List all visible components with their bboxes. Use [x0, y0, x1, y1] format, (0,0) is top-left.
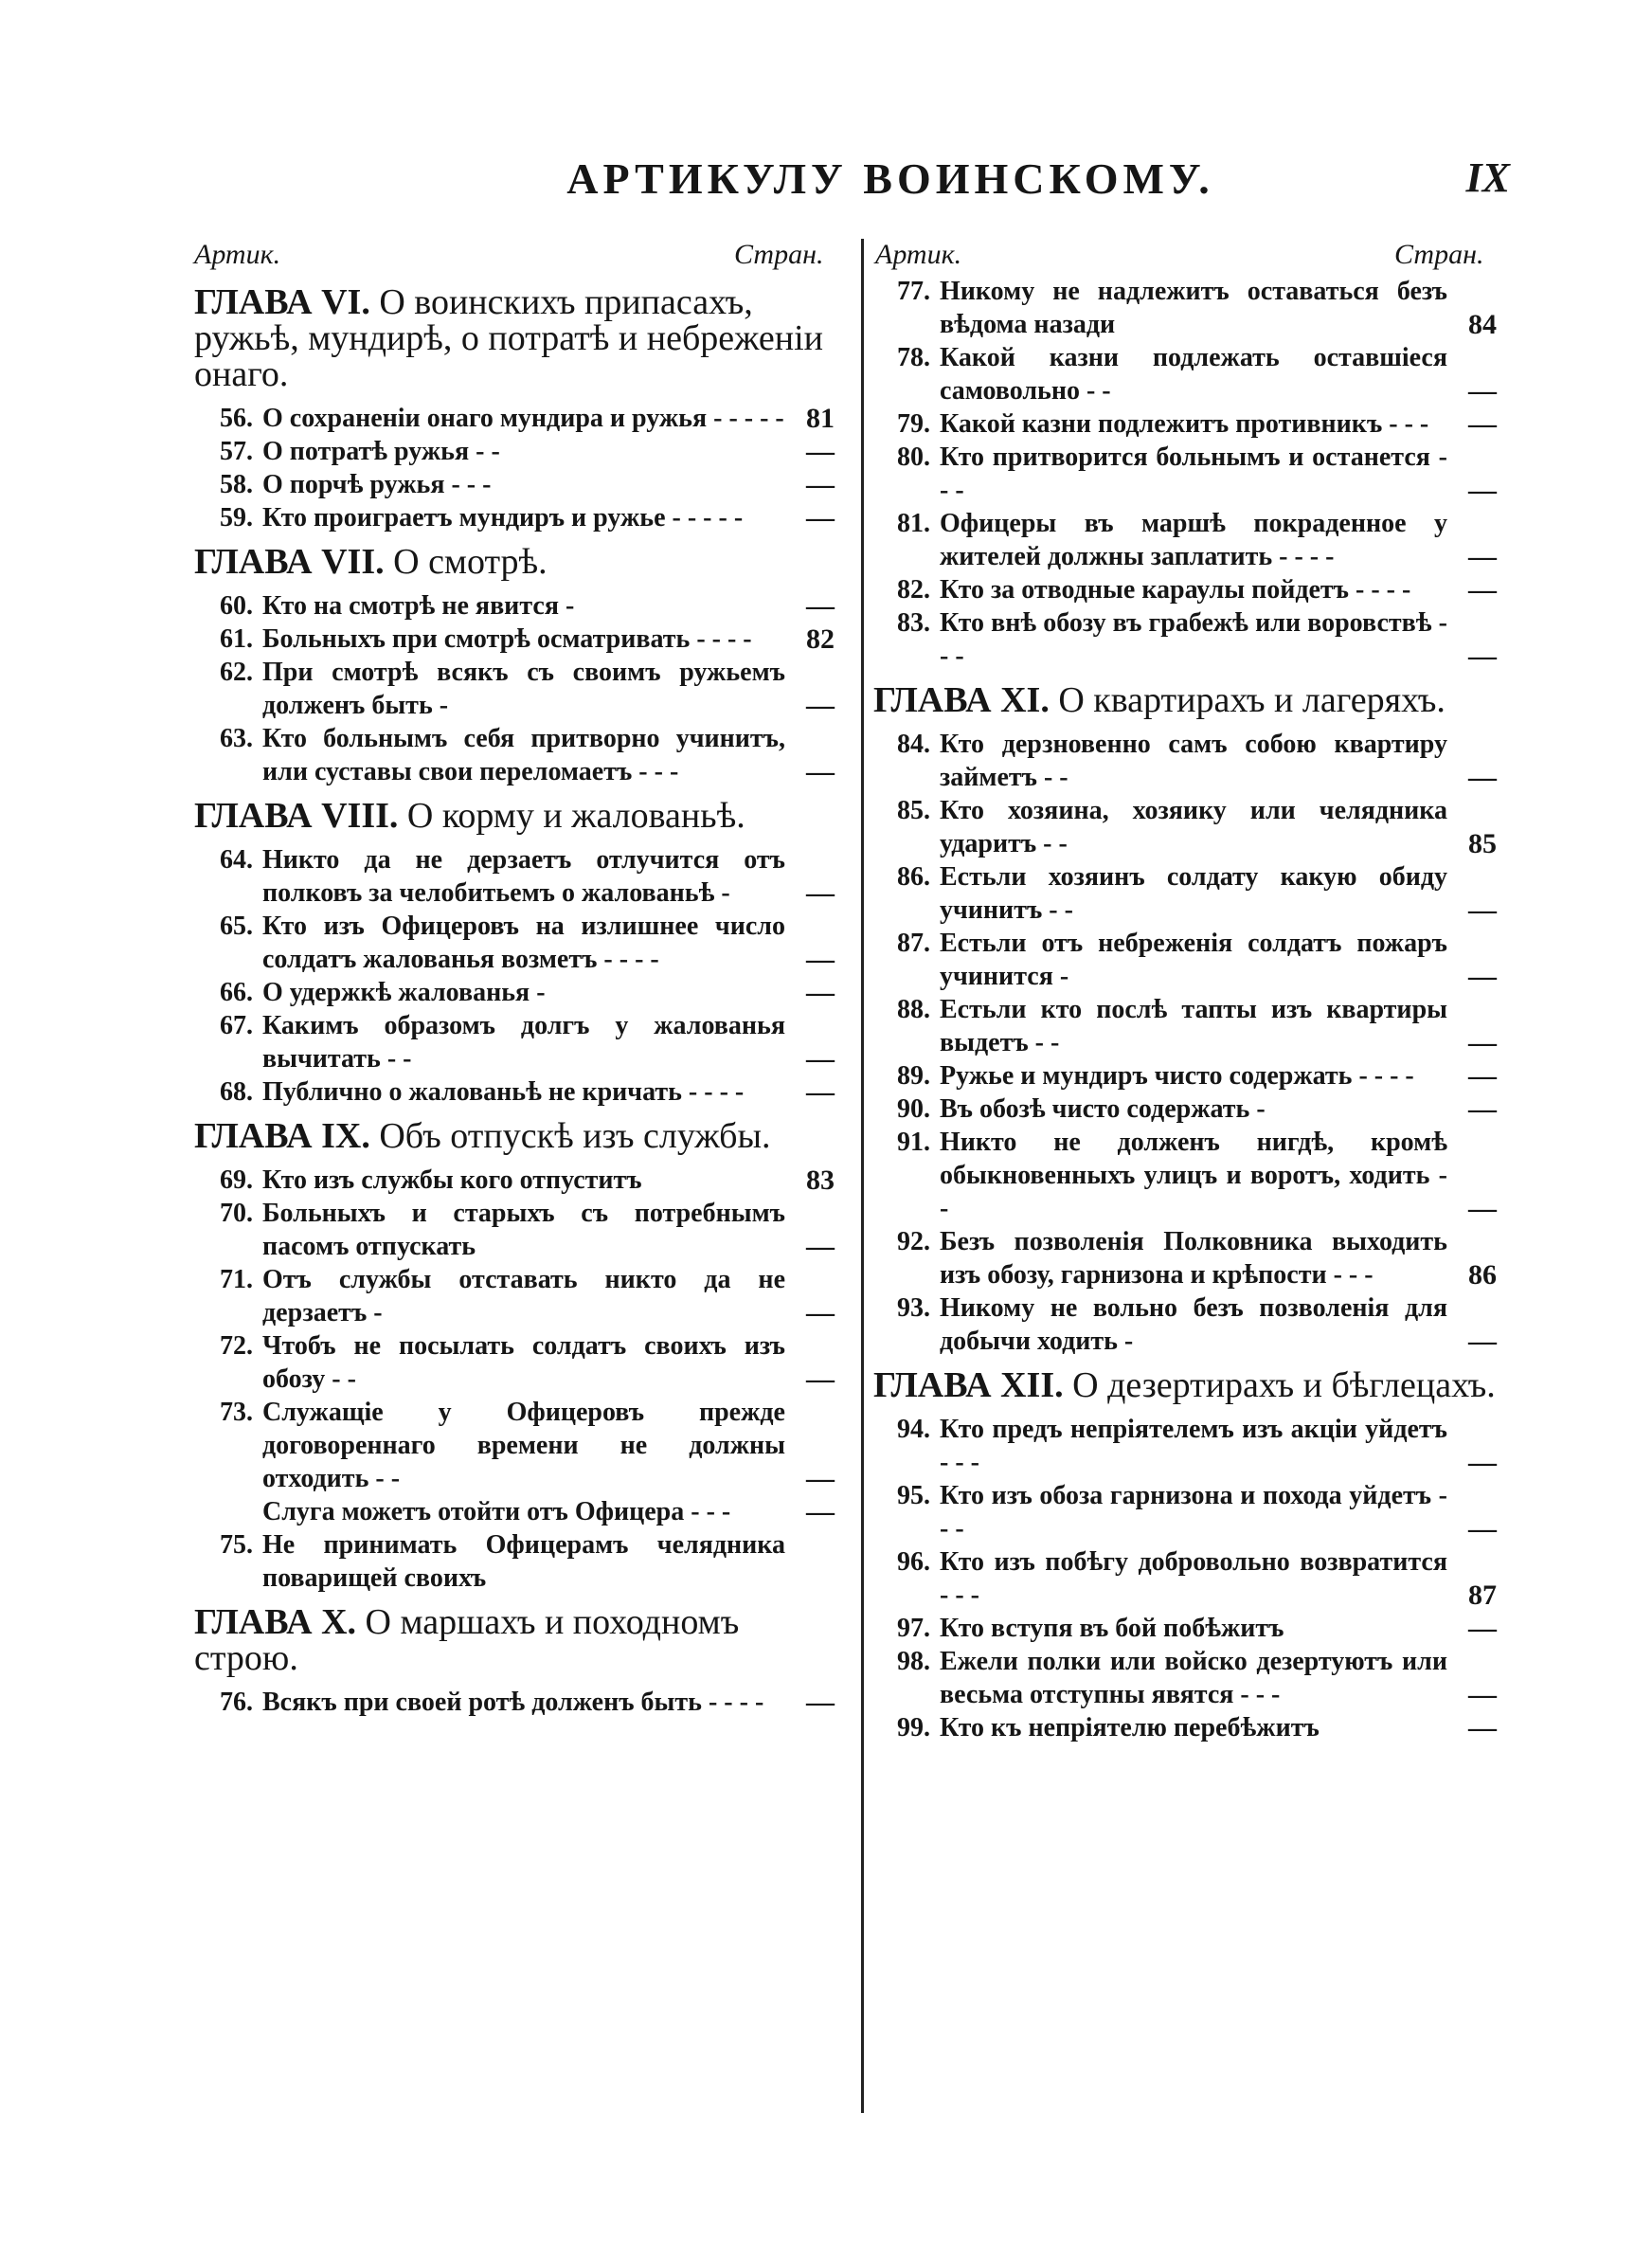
entry-text: Публично о жалованьѣ не кричать - - - - — [262, 1077, 745, 1107]
toc-entry — [873, 927, 1510, 993]
page-ref: — — [1468, 408, 1497, 440]
toc-entry — [873, 341, 1510, 407]
toc-entry — [194, 1528, 848, 1595]
chapter-heading — [873, 1367, 1510, 1403]
entry-text: Какой казни подлежитъ противникъ - - - — [940, 409, 1429, 439]
article-number: 63. — [220, 724, 253, 753]
entry-text: При смотрѣ всякъ съ своимъ ружьемъ долженъ быть - — [262, 658, 785, 720]
entry-text: Кто внѣ обозу въ грабежѣ или воровствѣ - - - — [940, 608, 1447, 671]
toc-entry — [873, 1059, 1510, 1092]
entry-text: Кто изъ обоза гарнизона и похода уйдетъ - - - — [940, 1481, 1447, 1544]
toc-entry — [873, 1545, 1510, 1612]
entry-text: Отъ службы отставать никто да не дерзаетъ - — [262, 1265, 785, 1327]
article-number: 80. — [897, 442, 930, 472]
page-ref: 81 — [806, 403, 835, 434]
toc-entry — [194, 843, 848, 910]
article-number: 86. — [897, 862, 930, 892]
entry-text: Кто изъ службы кого отпуститъ — [262, 1165, 642, 1195]
article-number: 59. — [220, 503, 253, 533]
entry-text: Служащіе у Офицеровъ прежде договореннаго времени не должны отходить - - — [262, 1398, 785, 1493]
article-number: 66. — [220, 978, 253, 1007]
page-ref: — — [1468, 375, 1497, 406]
running-title: АРТИКУЛУ ВОИНСКОМУ. — [566, 154, 1214, 203]
toc-entry — [873, 507, 1510, 573]
page-ref: — — [1468, 475, 1497, 506]
entry-text: О удержкѣ жалованья - — [262, 978, 546, 1007]
toc-entry — [873, 441, 1510, 507]
article-number: 90. — [897, 1094, 930, 1124]
article-number: 71. — [220, 1265, 253, 1294]
toc-entry — [873, 1612, 1510, 1645]
article-number: 81. — [897, 509, 930, 538]
column-divider — [861, 239, 864, 2113]
chapter-label: ГЛАВА XII. — [873, 1365, 1064, 1405]
article-number: 95. — [897, 1481, 930, 1510]
page-ref: — — [1468, 894, 1497, 926]
toc-entry — [873, 1126, 1510, 1225]
page-number: IX — [1465, 154, 1510, 201]
chapter-title: Объ отпускѣ изъ службы. — [379, 1116, 771, 1156]
article-number: 99. — [897, 1713, 930, 1742]
toc-entry — [873, 1225, 1510, 1291]
chapter-heading — [194, 284, 848, 392]
toc-entry — [873, 606, 1510, 673]
toc-entry — [194, 722, 848, 788]
entry-text: Безъ позволенія Полковника выходить изъ обозу, гарнизона и крѣпости - - - — [940, 1227, 1447, 1290]
entry-text: Слуга можетъ отойти отъ Офицера - - - — [262, 1497, 731, 1526]
chapter-label: ГЛАВА VII. — [194, 542, 385, 582]
toc-entry — [194, 1075, 848, 1109]
page-ref: — — [806, 1297, 835, 1328]
entry-text: Никто да не дерзаетъ отлучится отъ полковъ за челобитьемъ о жалованьѣ - — [262, 845, 785, 908]
entry-text: Кто изъ Офицеровъ на излишнее число солдатъ жалованья возметъ - - - - — [262, 912, 785, 974]
page-ref: 86 — [1468, 1259, 1497, 1291]
entry-text: О потратѣ ружья - - — [262, 437, 500, 466]
chapter-heading — [194, 544, 848, 580]
chapter-heading — [194, 1604, 848, 1676]
right-page-label: Стран. — [1394, 239, 1484, 270]
entry-text: О порчѣ ружья - - - — [262, 470, 492, 499]
chapter-heading — [194, 798, 848, 834]
chapter-label: ГЛАВА VI. — [194, 282, 370, 322]
toc-entry — [873, 1479, 1510, 1545]
entry-text: Кто притворится больнымъ и останется - - - — [940, 442, 1447, 505]
article-number: 83. — [897, 608, 930, 638]
article-number: 58. — [220, 470, 253, 499]
page-ref: — — [806, 1463, 835, 1494]
article-number: 97. — [897, 1614, 930, 1643]
article-number: 87. — [897, 929, 930, 958]
entry-text: Не принимать Офицерамъ челядника поварищей своихъ — [262, 1530, 785, 1593]
page-ref: — — [1468, 762, 1497, 793]
article-number: 56. — [220, 404, 253, 433]
article-number: 78. — [897, 343, 930, 372]
chapter-title: О маршахъ и походномъ строю. — [194, 1602, 740, 1678]
toc-entry — [194, 1495, 848, 1528]
toc-entry — [873, 1645, 1510, 1711]
left-artic-label: Артик. — [194, 239, 281, 270]
page-ref: — — [806, 469, 835, 500]
toc-entry — [194, 501, 848, 534]
right-column — [873, 275, 1510, 1744]
article-number: 89. — [897, 1061, 930, 1091]
page-ref: — — [1468, 641, 1497, 672]
toc-entry — [194, 1329, 848, 1396]
toc-entry — [194, 1164, 848, 1197]
article-number: 62. — [220, 658, 253, 687]
toc-entry — [873, 1291, 1510, 1358]
entry-text: Въ обозѣ чисто содержать - — [940, 1094, 1266, 1124]
chapter-heading — [194, 1118, 848, 1154]
toc-entry — [194, 623, 848, 656]
toc-entry — [194, 1009, 848, 1075]
article-number: 70. — [220, 1199, 253, 1228]
toc-entry — [873, 275, 1510, 341]
page-ref: — — [1468, 961, 1497, 992]
toc-entry — [194, 1396, 848, 1495]
page-ref: 84 — [1468, 309, 1497, 340]
article-number: 72. — [220, 1331, 253, 1361]
page-ref: — — [1468, 541, 1497, 572]
page-ref: — — [1468, 1613, 1497, 1644]
article-number: 60. — [220, 591, 253, 621]
page-ref: 87 — [1468, 1580, 1497, 1611]
entry-text: Всякъ при своей ротѣ долженъ быть - - - - — [262, 1688, 764, 1717]
toc-entry — [194, 910, 848, 976]
page-ref: — — [1468, 574, 1497, 605]
page-ref: — — [806, 590, 835, 622]
entry-text: Естьли отъ небреженія солдатъ пожаръ учинится - — [940, 929, 1447, 991]
page-ref: — — [806, 1363, 835, 1395]
page-ref: — — [806, 877, 835, 909]
entry-text: Кто предъ непріятелемъ изъ акціи уйдетъ - - - — [940, 1415, 1447, 1477]
toc-entry — [873, 993, 1510, 1059]
page-ref: — — [1468, 1447, 1497, 1478]
article-number: 79. — [897, 409, 930, 439]
article-number: 85. — [897, 796, 930, 825]
entry-text: Ежели полки или войско дезертуютъ или весьма отступны явятся - - - — [940, 1647, 1447, 1709]
article-number: 69. — [220, 1165, 253, 1195]
entry-text: Кто изъ побѣгу добровольно возвратится - - - — [940, 1547, 1447, 1610]
entry-text: Никому не надлежитъ оставаться безъ вѣдома назади — [940, 277, 1447, 339]
chapter-title: О смотрѣ. — [393, 542, 548, 582]
article-number: 93. — [897, 1293, 930, 1323]
chapter-heading — [873, 682, 1510, 718]
entry-text: Больныхъ при смотрѣ осматривать - - - - — [262, 624, 752, 654]
page-ref: — — [806, 690, 835, 721]
entry-text: Никто не долженъ нигдѣ, кромѣ обыкновенныхъ улицъ и воротъ, ходить - - — [940, 1128, 1447, 1223]
entry-text: Кто за отводные караулы пойдетъ - - - - — [940, 575, 1411, 605]
chapter-label: ГЛАВА IX. — [194, 1116, 370, 1156]
page-ref: — — [1468, 1712, 1497, 1743]
article-number: 94. — [897, 1415, 930, 1444]
chapter-title: О дезертирахъ и бѣглецахъ. — [1072, 1365, 1496, 1405]
chapter-title: О воинскихъ припасахъ, ружьѣ, мундирѣ, о потратѣ и небреженіи онаго. — [194, 282, 824, 394]
toc-entry — [194, 976, 848, 1009]
entry-text: Кто дерзновенно самъ собою квартиру займетъ - - — [940, 730, 1447, 792]
page-ref: — — [806, 756, 835, 787]
page-ref: 83 — [806, 1165, 835, 1196]
article-number: 76. — [220, 1688, 253, 1717]
article-number: 73. — [220, 1398, 253, 1427]
toc-entry — [873, 728, 1510, 794]
article-number: 98. — [897, 1647, 930, 1676]
entry-text: Кто больнымъ себя притворно учинитъ, или суставы свои переломаетъ - - - — [262, 724, 785, 786]
toc-entry — [194, 1263, 848, 1329]
page-ref: — — [806, 1076, 835, 1108]
page-ref: 82 — [806, 623, 835, 655]
toc-entry — [194, 1686, 848, 1719]
page-ref: — — [806, 1496, 835, 1527]
entry-text: О сохраненіи онаго мундира и ружья - - - - - — [262, 404, 784, 433]
entry-text: Естьли кто послѣ тапты изъ квартиры выдетъ - - — [940, 995, 1447, 1057]
page-ref: — — [1468, 1679, 1497, 1710]
entry-text: Чтобъ не посылать солдатъ своихъ изъ обозу - - — [262, 1331, 785, 1394]
toc-entry — [194, 468, 848, 501]
article-number: 64. — [220, 845, 253, 875]
article-number: 61. — [220, 624, 253, 654]
page-ref: — — [806, 977, 835, 1008]
page-ref: — — [806, 1687, 835, 1718]
entry-text: Какимъ образомъ долгъ у жалованья вычитать - - — [262, 1011, 785, 1074]
page-ref: 85 — [1468, 828, 1497, 859]
page-ref: — — [806, 502, 835, 533]
page-ref: — — [1468, 1060, 1497, 1092]
page-ref: — — [1468, 1027, 1497, 1058]
entry-text: Никому не вольно безъ позволенія для добычи ходить - — [940, 1293, 1447, 1356]
entry-text: Кто на смотрѣ не явится - — [262, 591, 575, 621]
toc-entry — [194, 656, 848, 722]
page-ref: — — [806, 944, 835, 975]
page-ref: — — [1468, 1513, 1497, 1544]
page-ref: — — [1468, 1193, 1497, 1224]
chapter-title: О корму и жалованьѣ. — [406, 796, 745, 836]
toc-entry — [873, 860, 1510, 927]
chapter-label: ГЛАВА XI. — [873, 680, 1050, 720]
entry-text: Больныхъ и старыхъ съ потребнымъ пасомъ отпускать — [262, 1199, 785, 1261]
article-number: 92. — [897, 1227, 930, 1256]
article-number: 67. — [220, 1011, 253, 1040]
article-number: 65. — [220, 912, 253, 941]
left-column — [194, 275, 848, 1719]
left-page-label: Стран. — [734, 239, 824, 270]
chapter-label: ГЛАВА VIII. — [194, 796, 399, 836]
toc-entry — [873, 573, 1510, 606]
article-number: 77. — [897, 277, 930, 306]
toc-entry — [194, 435, 848, 468]
toc-entry — [873, 794, 1510, 860]
toc-entry — [873, 1092, 1510, 1126]
article-number: 57. — [220, 437, 253, 466]
toc-entry — [873, 407, 1510, 441]
page-ref: — — [1468, 1093, 1497, 1125]
entry-text: Естьли хозяинъ солдату какую обиду учинитъ - - — [940, 862, 1447, 925]
page-ref: — — [806, 436, 835, 467]
article-number: 84. — [897, 730, 930, 759]
chapter-title: О квартирахъ и лагеряхъ. — [1058, 680, 1446, 720]
article-number: 75. — [220, 1530, 253, 1560]
toc-entry — [194, 402, 848, 435]
article-number: 88. — [897, 995, 930, 1024]
entry-text: Кто хозяина, хозяику или челядника ударитъ - - — [940, 796, 1447, 858]
entry-text: Кто вступя въ бой побѣжитъ — [940, 1614, 1284, 1643]
article-number: 91. — [897, 1128, 930, 1157]
article-number: 96. — [897, 1547, 930, 1577]
article-number: 68. — [220, 1077, 253, 1107]
page-ref: — — [806, 1043, 835, 1074]
page-ref: — — [806, 1231, 835, 1262]
toc-entry — [873, 1413, 1510, 1479]
page-ref: — — [1468, 1326, 1497, 1357]
entry-text: Кто къ непріятелю перебѣжитъ — [940, 1713, 1320, 1742]
entry-text: Какой казни подлежать оставшіеся самовольно - - — [940, 343, 1447, 406]
entry-text: Кто проиграетъ мундиръ и ружье - - - - - — [262, 503, 744, 533]
toc-entry — [873, 1711, 1510, 1744]
entry-text: Офицеры въ маршѣ покраденное у жителей должны заплатить - - - - — [940, 509, 1447, 571]
chapter-label: ГЛАВА X. — [194, 1602, 357, 1642]
article-number: 82. — [897, 575, 930, 605]
toc-entry — [194, 589, 848, 623]
entry-text: Ружье и мундиръ чисто содержать - - - - — [940, 1061, 1414, 1091]
toc-entry — [194, 1197, 848, 1263]
right-artic-label: Артик. — [875, 239, 962, 270]
